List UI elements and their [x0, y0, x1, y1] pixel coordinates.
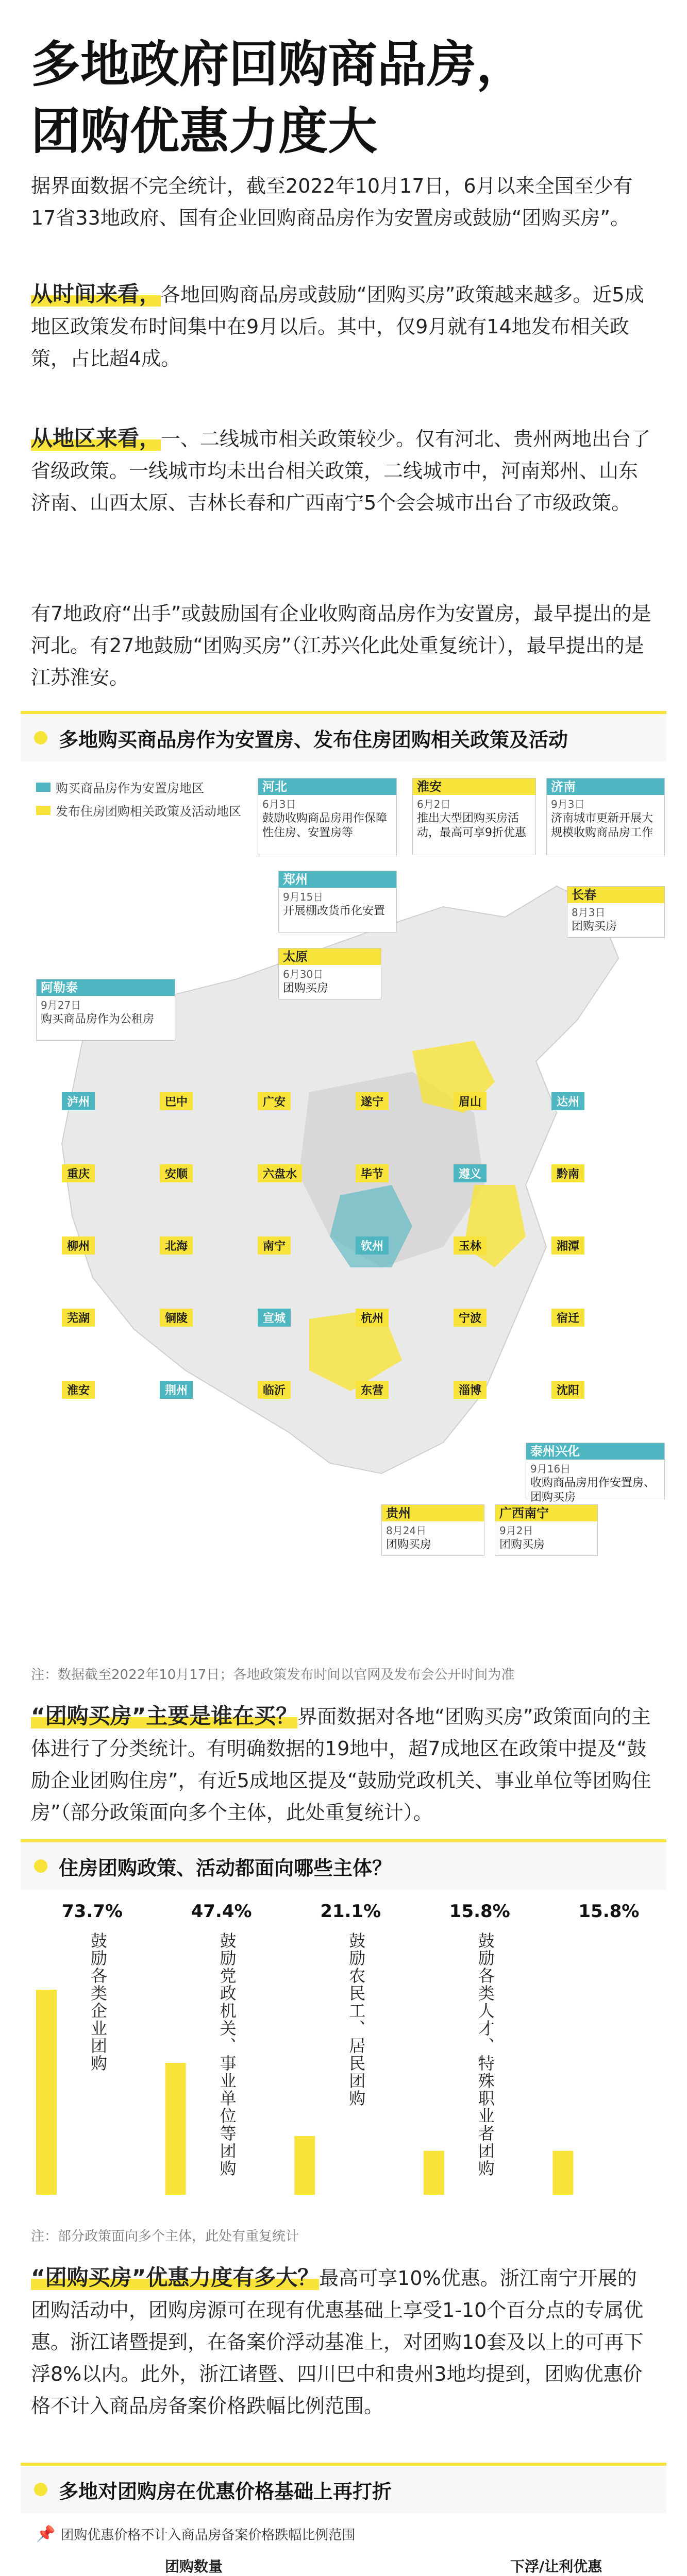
section-discount-title: 多地对团购房在优惠价格基础上再打折: [59, 2480, 392, 2503]
map-tag: 宁波: [454, 1309, 487, 1327]
card-guizhou-desc: 团购买房: [386, 1538, 432, 1551]
bullet-dot-icon: [34, 1859, 47, 1873]
discount-legend-label: 团购优惠价格不计入商品房备案价格跌幅比例范围: [60, 2528, 356, 2543]
card-aletai-name: 阿勒泰: [37, 979, 175, 996]
time-paragraph: [31, 278, 655, 375]
section-map-title: 多地购买商品房作为安置房、发布住房团购相关政策及活动: [59, 728, 568, 751]
bullet-dot-icon: [34, 731, 47, 744]
card-aletai: [36, 979, 175, 1041]
subjects-paragraph: [31, 1700, 655, 1828]
map-tag: 铜陵: [160, 1309, 193, 1327]
bar: [294, 2136, 315, 2195]
map-tag: 淮安: [62, 1381, 95, 1399]
card-hebei-date: 6月3日: [262, 798, 296, 810]
map-tag: 遂宁: [356, 1092, 389, 1110]
bar: [165, 2063, 186, 2195]
map-tag: 北海: [160, 1236, 193, 1255]
card-guizhou: [381, 1504, 484, 1556]
card-changchun-desc: 团购买房: [572, 920, 617, 933]
card-taiyuan-desc: 团购买房: [283, 982, 329, 995]
card-zhengzhou: [278, 871, 397, 933]
discount-legend: [36, 2524, 355, 2544]
card-jinan: [546, 778, 665, 855]
discount-paragraph: [31, 2262, 655, 2422]
legend-group: [36, 801, 241, 819]
map-tag: 宿迁: [551, 1309, 584, 1327]
map-tag: 沈阳: [551, 1381, 584, 1399]
card-xinghua: [526, 1443, 665, 1504]
bar-value-label: 21.1%: [320, 1901, 381, 1922]
map-tag: 临沂: [258, 1381, 291, 1399]
section-subjects-title: 住房团购政策、活动都面向哪些主体？: [59, 1856, 392, 1879]
card-aletai-date: 9月27日: [41, 999, 81, 1011]
card-changchun-name: 长春: [567, 887, 664, 903]
card-huaian-date: 6月2日: [417, 798, 451, 810]
region-lead: 从地区来看，: [31, 426, 161, 451]
card-zhengzhou-name: 郑州: [279, 871, 396, 888]
map-tag: 眉山: [454, 1092, 487, 1110]
map-tag: 宣城: [258, 1309, 291, 1327]
card-nanning-desc: 团购买房: [499, 1538, 545, 1551]
map-tag: 六盘水: [258, 1164, 302, 1182]
map-tag: 杭州: [356, 1309, 389, 1327]
card-xinghua-date: 9月16日: [530, 1463, 571, 1475]
bar-category-label: 鼓励各类企业团购: [88, 1932, 108, 2072]
bar: [424, 2151, 444, 2195]
region-paragraph: [31, 422, 655, 519]
section-discount-header: [21, 2463, 666, 2513]
bar-category-label: 鼓励党政机关、事业单位等团购: [217, 1932, 237, 2177]
map-tag: 柳州: [62, 1236, 95, 1255]
map-note: 注：数据截至2022年10月17日；各地政策发布时间以官网及发布会公开时间为准: [31, 1667, 515, 1683]
bar-value-label: 73.7%: [62, 1901, 123, 1922]
card-nanning: [495, 1504, 598, 1556]
bullet-dot-icon: [34, 2483, 47, 2496]
bar-value-label: 15.8%: [449, 1901, 510, 1922]
section-map-header: [21, 711, 666, 761]
subjects-note: 注：部分政策面向多个主体，此处有重复统计: [31, 2229, 299, 2244]
legend-group-label: 发布住房团购相关政策及活动地区: [56, 804, 241, 819]
bar: [36, 1990, 57, 2195]
card-xinghua-desc: 收购商品房用作安置房、团购买房: [530, 1477, 656, 1504]
card-aletai-desc: 购买商品房作为公租房: [41, 1013, 155, 1026]
map-tag: 毕节: [356, 1164, 389, 1182]
subjects-bar-chart: [21, 1896, 666, 2215]
bar-value-label: 15.8%: [578, 1901, 640, 1922]
card-zhengzhou-desc: 开展棚改货币化安置: [283, 905, 386, 918]
time-lead: 从时间来看，: [31, 281, 161, 307]
card-huaian-name: 淮安: [413, 778, 535, 795]
map-tag: 遵义: [454, 1164, 487, 1182]
region-text: 一、二线城市相关政策较少。仅有河北、贵州两地出台了省级政策。一线城市均未出台相关政策，二线城市中，河南郑州、山东济南、山西太原、吉林长春和广西南宁5个会会城市出台了市级政策。: [31, 428, 651, 514]
map-tag: 达州: [551, 1092, 584, 1110]
card-jinan-name: 济南: [547, 778, 664, 795]
card-hebei-desc: 鼓励收购商品房用作保障性住房、安置房等: [262, 812, 388, 839]
legend-resettle-label: 购买商品房作为安置房地区: [56, 781, 204, 795]
map-tag: 荆州: [160, 1381, 193, 1399]
region-paragraph-2: 有7地政府“出手”或鼓励国有企业收购商品房作为安置房，最早提出的是河北。有27地鼓励“团购买房”（江苏兴化此处重复统计），最早提出的是江苏淮安。: [31, 602, 651, 689]
title-line-2: 团购优惠力度大: [31, 103, 377, 160]
bar-value-label: 47.4%: [191, 1901, 252, 1922]
map-tag: 湘潭: [551, 1236, 584, 1255]
legend-swatch-teal: [36, 783, 51, 792]
discount-text: 最高可享10%优惠。浙江南宁开展的团购活动中，团购房源可在现有优惠基础上享受1-10个百分点的专属优惠。浙江诸暨提到，在备案价浮动基准上，对团购10套及以上的可再下浮8%以内。此外，浙江诸暨、四川巴中和贵州3地均提到，团购优惠价格不计入商品房备案价格跌幅比例范围。: [31, 2267, 644, 2417]
card-hebei: [258, 778, 397, 855]
card-jinan-desc: 济南城市更新开展大规模收购商品房工作: [551, 812, 654, 839]
pin-icon: 📌: [36, 2525, 56, 2543]
intro-paragraph: 据界面数据不完全统计，截至2022年10月17日，6月以来全国至少有17省33地政府、国有企业回购商品房作为安置房或鼓励“团购买房”。: [31, 175, 633, 229]
map-tag: 泸州: [62, 1092, 95, 1110]
subjects-lead: “团购买房”主要是谁在买？: [31, 1703, 298, 1728]
map-tag: 安顺: [160, 1164, 193, 1182]
map-tag: 南宁: [258, 1236, 291, 1255]
card-huaian: [412, 778, 536, 855]
card-huaian-desc: 推出大型团购买房活动，最高可享9折优惠: [417, 812, 526, 839]
card-nanning-name: 广西南宁: [495, 1505, 597, 1521]
card-taiyuan-date: 6月30日: [283, 968, 324, 980]
map-tag: 黔南: [551, 1164, 584, 1182]
col-rate-header: 下浮/让利优惠: [510, 2558, 602, 2575]
card-nanning-date: 9月2日: [499, 1524, 533, 1537]
bar-category-label: 鼓励农民工、居民团购: [346, 1932, 366, 2107]
discount-lead: “团购买房”优惠力度有多大？: [31, 2265, 320, 2290]
map-tag: 重庆: [62, 1164, 95, 1182]
card-jinan-date: 9月3日: [551, 798, 585, 810]
legend-swatch-yellow: [36, 806, 51, 815]
card-changchun-date: 8月3日: [572, 906, 606, 919]
map-tag: 玉林: [454, 1236, 487, 1255]
title-line-1: 多地政府回购商品房，: [31, 36, 526, 93]
time-text: 各地回购商品房或鼓励“团购买房”政策越来越多。近5成地区政策发布时间集中在9月以后。其中，仅9月就有14地发布相关政策，占比超4成。: [31, 283, 644, 370]
page-title: [31, 31, 660, 165]
map-tag: 芜湖: [62, 1309, 95, 1327]
bar: [552, 2151, 573, 2195]
card-taiyuan-name: 太原: [279, 948, 381, 965]
map-tag: 淄博: [454, 1381, 487, 1399]
section-subjects-header: [21, 1839, 666, 1890]
map-tag: 广安: [258, 1092, 291, 1110]
legend-resettle: [36, 778, 204, 796]
card-zhengzhou-date: 9月15日: [283, 891, 324, 903]
card-hebei-name: 河北: [258, 778, 396, 795]
col-quantity-header: 团购数量: [165, 2558, 223, 2575]
card-changchun: [567, 886, 665, 938]
card-xinghua-name: 泰州兴化: [526, 1443, 664, 1460]
card-guizhou-date: 8月24日: [386, 1524, 427, 1537]
map-tag: 东营: [356, 1381, 389, 1399]
map-tag: 巴中: [160, 1092, 193, 1110]
bar-category-label: 鼓励各类人才、特殊职业者团购: [475, 1932, 495, 2177]
card-guizhou-name: 贵州: [382, 1505, 484, 1521]
subjects-text: 界面数据对各地“团购买房”政策面向的主体进行了分类统计。有明确数据的19地中，超7成地区在政策中提及“鼓励企业团购住房”，有近5成地区提及“鼓励党政机关、事业单位等团购住房”（部分政策面向多个主体，此处重复统计）。: [31, 1705, 651, 1824]
card-taiyuan: [278, 948, 381, 999]
map-tag: 钦州: [356, 1236, 389, 1255]
